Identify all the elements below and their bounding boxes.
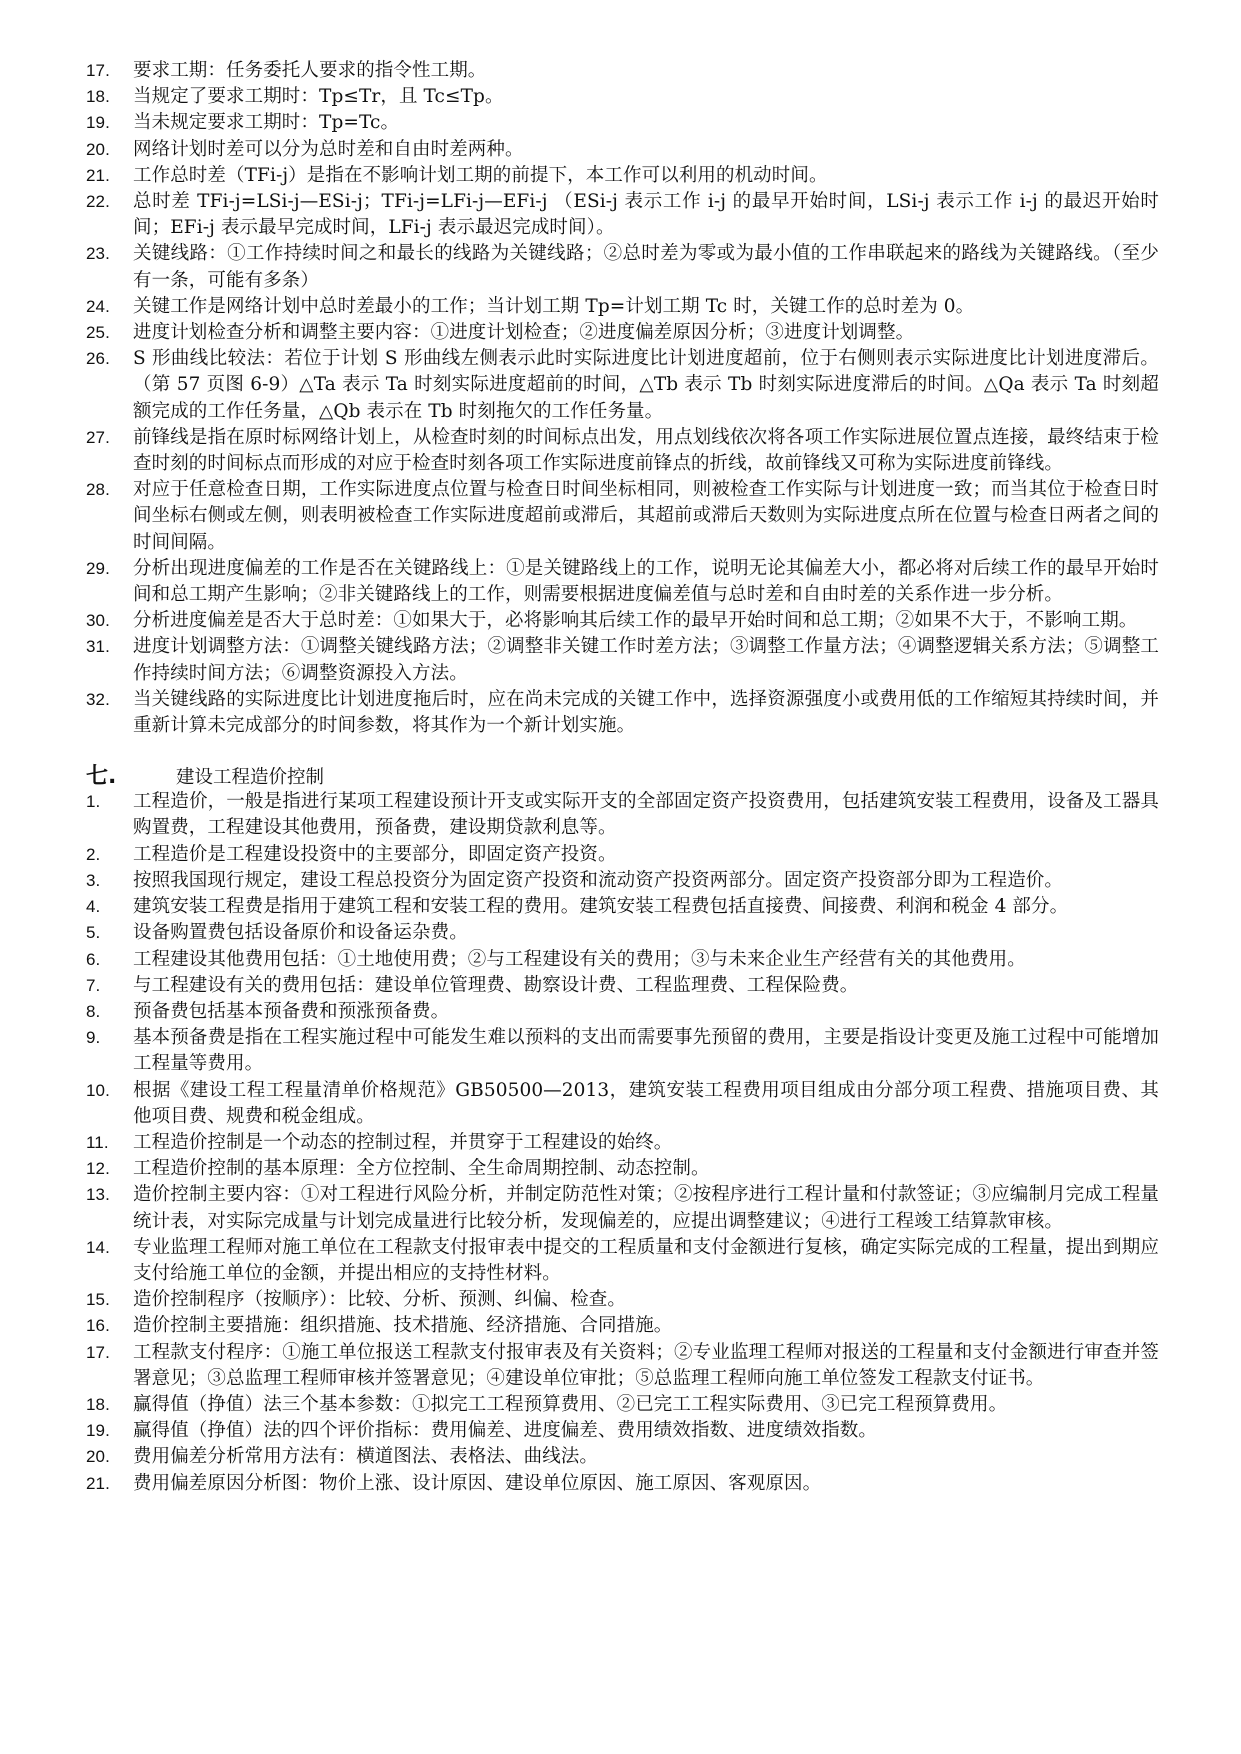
item-text: 工程造价控制是一个动态的控制过程，并贯穿于工程建设的始终。	[133, 1131, 673, 1153]
item-number: 15.	[86, 1290, 110, 1310]
item-number: 8.	[86, 1001, 101, 1021]
list-item	[86, 634, 1159, 686]
item-number: 22.	[86, 192, 110, 212]
item-text: 费用偏差分析常用方法有：横道图法、表格法、曲线法。	[133, 1446, 599, 1468]
item-text: 对应于任意检查日期，工作实际进度点位置与检查日时间坐标相同，则被检查工作实际与计划进度一致；而当其位于检查日时间坐标右侧或左侧，则表明被检查工作实际进度超前或滞后，其超前或滞后天数则为实际进度点所在位置与检查日两者之间的时间间隔。	[133, 479, 1159, 553]
item-text: 设备购置费包括设备原价和设备运杂费。	[133, 922, 468, 944]
item-number: 19.	[86, 113, 110, 133]
item-text: 与工程建设有关的费用包括：建设单位管理费、勘察设计费、工程监理费、工程保险费。	[133, 974, 859, 996]
list-item	[86, 1313, 1159, 1339]
item-number: 29.	[86, 558, 110, 578]
item-number: 17.	[86, 1342, 110, 1362]
list-item	[86, 1287, 1159, 1313]
item-text: 总时差 TFi-j=LSi-j—ESi-j；TFi-j=LFi-j—EFi-j （ESi-j 表示工作 i-j 的最早开始时间，LSi-j 表示工作 i-j 的最迟开始时间；EFi-j 表示最早完成时间，LFi-j 表示最迟完成时间）。	[133, 191, 1159, 239]
item-text: 关键线路：①工作持续时间之和最长的线路为关键线路；②总时差为零或为最小值的工作串联起来的路线为关键路线。（至少有一条，可能有多条）	[133, 243, 1159, 291]
item-text: S 形曲线比较法：若位于计划 S 形曲线左侧表示此时实际进度比计划进度超前，位于右侧则表示实际进度比计划进度滞后。（第 57 页图 6-9）△Ta 表示 Ta 时刻实际进度超前的时间，△Tb 表示 Tb 时刻实际进度滞后的时间。△Qa 表示 Ta 时刻超额完成的工作任务量，△Qb 表示在 Tb 时刻拖欠的工作任务量。	[133, 348, 1159, 422]
item-text: 造价控制程序（按顺序）：比较、分析、预测、纠偏、检查。	[133, 1289, 626, 1311]
list-item	[86, 1156, 1159, 1182]
item-text: 赢得值（挣值）法三个基本参数：①拟完工工程预算费用、②已完工工程实际费用、③已完工程预算费用。	[133, 1393, 1008, 1415]
item-number: 7.	[86, 975, 101, 995]
list-item	[86, 1182, 1159, 1234]
list-item	[86, 687, 1159, 739]
item-number: 10.	[86, 1080, 110, 1100]
item-number: 5.	[86, 923, 101, 943]
list-item	[86, 137, 1159, 163]
item-text: 工程建设其他费用包括：①土地使用费；②与工程建设有关的费用；③与未来企业生产经营有关的其他费用。	[133, 948, 1026, 970]
item-text: 工程造价是工程建设投资中的主要部分，即固定资产投资。	[133, 843, 617, 865]
item-number: 19.	[86, 1421, 110, 1441]
item-text: 前锋线是指在原时标网络计划上，从检查时刻的时间标点出发，用点划线依次将各项工作实际进展位置点连接，最终结束于检查时刻的时间标点而形成的对应于检查时刻各项工作实际进度前锋点的折线，故前锋线又可称为实际进度前锋线。	[133, 426, 1159, 475]
list-item	[86, 1392, 1159, 1418]
list-item	[86, 320, 1159, 346]
item-number: 17.	[86, 61, 110, 80]
item-text: 分析出现进度偏差的工作是否在关键路线上：①是关键路线上的工作，说明无论其偏差大小，都必将对后续工作的最早开始时间和总工期产生影响；②非关键路线上的工作，则需要根据进度偏差值与总时差和自由时差的关系作进一步分析。	[133, 557, 1159, 606]
section-heading	[86, 759, 1159, 790]
item-text: 工作总时差（TFi-j）是指在不影响计划工期的前提下，本工作可以利用的机动时间。	[133, 164, 828, 186]
item-text: 建筑安装工程费是指用于建筑工程和安装工程的费用。建筑安装工程费包括直接费、间接费、利润和税金 4 部分。	[133, 896, 1069, 918]
list-item	[86, 1078, 1159, 1130]
item-text: 要求工期：任务委托人要求的指令性工期。	[133, 60, 487, 81]
list-item	[86, 58, 1159, 84]
list-item	[86, 477, 1159, 556]
item-number: 28.	[86, 480, 110, 500]
item-number: 4.	[86, 897, 101, 917]
item-number: 26.	[86, 349, 110, 369]
item-number: 2.	[86, 844, 101, 864]
list-item	[86, 789, 1159, 841]
list-item	[86, 1130, 1159, 1156]
item-text: 分析进度偏差是否大于总时差：①如果大于，必将影响其后续工作的最早开始时间和总工期；②如果不大于，不影响工期。	[133, 610, 1138, 632]
list-item	[86, 346, 1159, 425]
section-title: 建设工程造价控制	[176, 767, 325, 789]
item-text: 当未规定要求工期时：Tp=Tc。	[133, 112, 400, 134]
list-item	[86, 163, 1159, 189]
list-item	[86, 425, 1159, 477]
item-number: 21.	[86, 1473, 110, 1493]
item-text: 根据《建设工程工程量清单价格规范》GB50500—2013，建筑安装工程费用项目组成由分部分项工程费、措施项目费、其他项目费、规费和税金组成。	[133, 1079, 1159, 1127]
list-item	[86, 189, 1159, 241]
item-number: 12.	[86, 1159, 110, 1179]
list-item	[86, 868, 1159, 894]
item-number: 18.	[86, 87, 110, 107]
list-item	[86, 556, 1159, 608]
item-number: 31.	[86, 637, 110, 657]
section7-list	[86, 789, 1159, 1496]
list-item	[86, 294, 1159, 320]
list-item	[86, 920, 1159, 946]
item-number: 30.	[86, 611, 110, 631]
item-text: 网络计划时差可以分为总时差和自由时差两种。	[133, 138, 524, 160]
item-text: 工程造价，一般是指进行某项工程建设预计开支或实际开支的全部固定资产投资费用，包括建筑安装工程费用，设备及工器具购置费，工程建设其他费用，预备费，建设期贷款利息等。	[133, 791, 1159, 839]
item-number: 3.	[86, 870, 101, 890]
item-text: 当关键线路的实际进度比计划进度拖后时，应在尚未完成的关键工作中，选择资源强度小或费用低的工作缩短其持续时间，并重新计算未完成部分的时间参数，将其作为一个新计划实施。	[133, 688, 1159, 737]
list-item	[86, 608, 1159, 634]
list-item	[86, 947, 1159, 973]
item-text: 工程造价控制的基本原理：全方位控制、全生命周期控制、动态控制。	[133, 1158, 710, 1180]
item-number: 20.	[86, 1447, 110, 1467]
list-item	[86, 999, 1159, 1025]
section6-list	[86, 58, 1159, 739]
list-item	[86, 84, 1159, 110]
item-number: 13.	[86, 1185, 110, 1205]
item-text: 进度计划检查分析和调整主要内容：①进度计划检查；②进度偏差原因分析；③进度计划调整。	[133, 322, 915, 344]
item-number: 1.	[86, 792, 101, 812]
item-text: 预备费包括基本预备费和预涨预备费。	[133, 1000, 450, 1022]
list-item	[86, 1235, 1159, 1287]
item-text: 关键工作是网络计划中总时差最小的工作；当计划工期 Tp=计划工期 Tc 时，关键工作的总时差为 0。	[133, 295, 975, 317]
item-text: 按照我国现行规定，建设工程总投资分为固定资产投资和流动资产投资两部分。固定资产投资部分即为工程造价。	[133, 869, 1064, 891]
item-text: 进度计划调整方法：①调整关键线路方法；②调整非关键工作时差方法；③调整工作量方法；④调整逻辑关系方法；⑤调整工作持续时间方法；⑥调整资源投入方法。	[133, 636, 1159, 684]
item-number: 11.	[86, 1132, 109, 1152]
item-number: 6.	[86, 949, 101, 969]
list-item	[86, 1418, 1159, 1444]
list-item	[86, 1444, 1159, 1470]
item-number: 25.	[86, 323, 110, 343]
list-item	[86, 973, 1159, 999]
list-item	[86, 110, 1159, 136]
item-number: 24.	[86, 296, 110, 316]
item-text: 工程款支付程序：①施工单位报送工程款支付报审表及有关资料；②专业监理工程师对报送的工程量和支付金额进行审查并签署意见；③总监理工程师审核并签署意见；④建设单位审批；⑤总监理工程师向施工单位签发工程款支付证书。	[133, 1341, 1159, 1389]
item-text: 造价控制主要措施：组织措施、技术措施、经济措施、合同措施。	[133, 1315, 673, 1337]
list-item	[86, 1340, 1159, 1392]
item-number: 14.	[86, 1237, 110, 1257]
item-text: 当规定了要求工期时：Tp≤Tr，且 Tc≤Tp。	[133, 86, 504, 108]
item-number: 21.	[86, 165, 110, 185]
item-text: 造价控制主要内容：①对工程进行风险分析，并制定防范性对策；②按程序进行工程计量和付款签证；③应编制月完成工程量统计表，对实际完成量与计划完成量进行比较分析，发现偏差的，应提出调整建议；④进行工程竣工结算款审核。	[133, 1184, 1159, 1232]
list-item	[86, 1471, 1159, 1497]
section-number: 七.	[86, 764, 117, 790]
item-number: 16.	[86, 1316, 110, 1336]
item-text: 专业监理工程师对施工单位在工程款支付报审表中提交的工程质量和支付金额进行复核，确定实际完成的工程量，提出到期应支付给施工单位的金额，并提出相应的支持性材料。	[133, 1236, 1159, 1284]
item-number: 32.	[86, 689, 110, 709]
item-text: 基本预备费是指在工程实施过程中可能发生难以预料的支出而需要事先预留的费用，主要是指设计变更及施工过程中可能增加工程量等费用。	[133, 1027, 1159, 1075]
list-item	[86, 842, 1159, 868]
list-item	[86, 1025, 1159, 1077]
item-number: 9.	[86, 1028, 101, 1048]
list-item	[86, 241, 1159, 293]
item-number: 23.	[86, 244, 110, 264]
item-text: 费用偏差原因分析图：物价上涨、设计原因、建设单位原因、施工原因、客观原因。	[133, 1472, 822, 1494]
item-number: 27.	[86, 427, 110, 447]
list-item	[86, 894, 1159, 920]
item-text: 赢得值（挣值）法的四个评价指标：费用偏差、进度偏差、费用绩效指数、进度绩效指数。	[133, 1420, 878, 1442]
item-number: 18.	[86, 1394, 110, 1414]
item-number: 20.	[86, 139, 110, 159]
